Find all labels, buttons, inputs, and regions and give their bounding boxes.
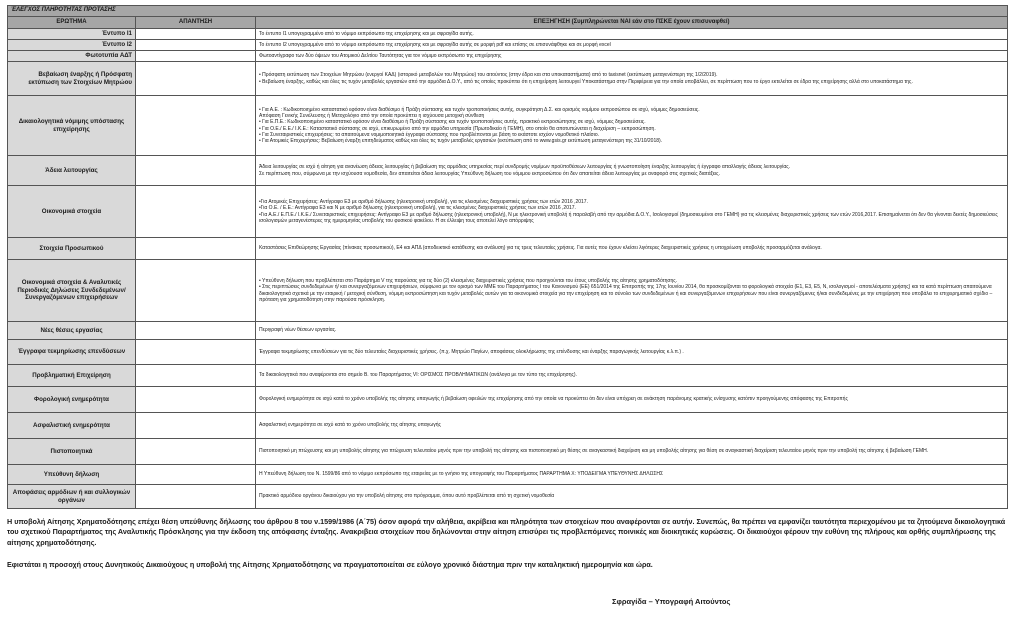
- table-row: [8, 186, 1008, 238]
- explanation-cell: [256, 260, 1008, 322]
- table-row: [8, 62, 1008, 96]
- answer-cell[interactable]: [136, 387, 256, 413]
- explanation-line: Φορολογική ενημερότητα σε ισχύ κατά το χρόνο υποβολής της αίτησης υπαγωγής ή βεβαίωση οφειλών της επιχείρησης από την οποία να προκύπτει ότι δεν είναι υπόχρεη σε ανάκτηση παράνομης κρατικής ενίσχυσης κατόπιν προηγούμενης απόφασης της Επιτροπής: [259, 396, 848, 403]
- question-cell: Έγγραφα τεκμηρίωσης επενδύσεων: [8, 340, 136, 365]
- explanation-cell: [256, 365, 1008, 387]
- explanation-line: • Βεβαίωση έναρξης, καθώς και όλες τις τυχόν μεταβολές εργασιών από την αρμόδια Δ.Ο.Υ., από τις οποίες προκύπτει ότι η επιχείρηση λειτουργεί Υποκατάστημα στην Περιφέρεια για την οποία υποβάλλει, σε περίπτωση που το έργο εκτελείται σε έδρα της επιχείρησης αλλά στο υποκατάστημα της.: [259, 78, 913, 85]
- header-answer: ΑΠΑΝΤΗΣΗ: [136, 17, 256, 29]
- table-row: [8, 51, 1008, 62]
- question-cell: Ασφαλιστική ενημερότητα: [8, 413, 136, 439]
- explanation-line: • Για Συνεταιριστικές επιχειρήσεις: τα απαιτούμενα νομιμοποιητικά έγγραφα σύστασης που προβλέπονται με βάση το εκάστοτε ισχύον νομοθετικό πλαίσιο.: [259, 131, 599, 138]
- answer-cell[interactable]: [136, 238, 256, 260]
- question-cell: Έντυπο Ι1: [8, 29, 136, 40]
- explanation-line: •Για Α.Ε./ Ε.Π.Ε./ Ι.Κ.Ε./ Συνεταιριστικές επιχειρήσεις: Αντίγραφο Ε3 με αριθμό δήλωσης (ηλεκτρονική υποβολή), Ν με ηλεκτρονική υποβολή ή παραλαβή από την αρμόδια Δ.Ο.Υ., Ισολογισμοί (δημοσιευμένοι στο ΓΕΜΗ) για τις κλεισμένες διαχειριστικές χρήσεις των ετών 2016,2017. Επισημαίνεται ότι δεν θα γίνονται δεκτές δημοσιεύσεις ισολογισμών μεταγενέστερες της ημερομηνίας υποβολής του φυσικού φακέλου. Η σε έλλειψη τους αποτελεί λόγο απόρριψης: [259, 211, 998, 224]
- explanation-line: • Για Ε.Π.Ε.: Κωδικοποιημένο καταστατικό εφόσον είναι διαθέσιμο ή Πράξη σύστασης και τυχόν τροποποιήσεις αυτής, πρακτικό εκπροσώπησης σε ισχύ, νόμιμες δημοσιεύσεις.: [259, 119, 646, 126]
- answer-cell[interactable]: [136, 62, 256, 96]
- table-row: [8, 322, 1008, 340]
- question-cell: Στοιχεία Προσωπικού: [8, 238, 136, 260]
- explanation-line: •Για Ατομικές Επιχειρήσεις: Αντίγραφο Ε3 με αριθμό δήλωσης (ηλεκτρονική υποβολή), για τις κλεισμένες διαχειριστικές χρήσεις των ετών 2016 ,2017.: [259, 199, 588, 206]
- explanation-line: • Για Ο.Ε./ Ε.Ε./ Ι.Κ.Ε.: Καταστατικό σύστασης σε ισχύ, επικυρωμένο από την αρμόδια υπηρεσία (Πρωτοδικείο ή ΓΕΜΗ), στο οποίο θα αποτυπώνεται η διαχείριση – εκπροσώπηση.: [259, 125, 656, 132]
- explanation-line: • Υπεύθυνη δήλωση που προβλέπεται στο Παράρτημα V της παρούσας για τις δύο (2) κλεισμένες διαχειριστικές χρήσεις που προηγούνται του έτους υποβολής της αίτησης χρηματοδότησης.: [259, 278, 678, 285]
- explanation-cell: [256, 29, 1008, 40]
- question-cell: Πιστοποιητικά: [8, 439, 136, 465]
- question-cell: Προβληματική Επιχείρηση: [8, 365, 136, 387]
- answer-cell[interactable]: [136, 413, 256, 439]
- explanation-cell: [256, 156, 1008, 186]
- table-row: [8, 29, 1008, 40]
- table-row: [8, 485, 1008, 509]
- question-cell: Φωτοτυπία ΑΔΤ: [8, 51, 136, 62]
- answer-cell[interactable]: [136, 365, 256, 387]
- question-cell: Φορολογική ενημερότητα: [8, 387, 136, 413]
- answer-cell[interactable]: [136, 485, 256, 509]
- table-title-row: [8, 6, 1008, 17]
- question-cell: Οικονομικά στοιχεία & Αναλυτικές Περιοδικές Δηλώσεις Συνδεδεμένων/Συνεργαζόμενων επιχειρήσεων: [8, 260, 136, 322]
- answer-cell[interactable]: [136, 29, 256, 40]
- explanation-cell: [256, 340, 1008, 365]
- table-title: ΈΛΕΓΧΟΣ ΠΛΗΡΟΤΗΤΑΣ ΠΡΟΤΑΣΗΣ: [8, 6, 1008, 17]
- explanation-line: Η Υπεύθυνη δήλωση του Ν. 1599/86 από το νόμιμο εκπρόσωπο της εταιρείας με το γνήσιο της υπογραφής του Παραρτήματος ΠΑΡΑΡΤΗΜΑ X: ΥΠΟΔΕΙΓΜΑ ΥΠΕΥΘΥΝΗΣ ΔΗΛΩΣΗΣ: [259, 471, 664, 478]
- explanation-cell: [256, 485, 1008, 509]
- question-cell: Νέες θέσεις εργασίας: [8, 322, 136, 340]
- answer-cell[interactable]: [136, 465, 256, 485]
- explanation-line: Τα δικαιολογητικά που αναφέρονται στο σημείο Β. του Παραρτήματος VI: ΟΡΙΣΜΟΣ ΠΡΟΒΛΗΜΑΤΙΚΩΝ (ανάλογα με τον τύπο της επιχείρησης).: [259, 372, 577, 379]
- explanation-line: • Για Α.Ε. : Κωδικοποιημένο καταστατικό εφόσον είναι διαθέσιμο ή Πράξη σύστασης και τυχόν τροποποιήσεις αυτής, συγκρότηση Δ.Σ. και ορισμός νομίμου εκπροσώπου σε ισχύ, νόμιμες δημοσιεύσεις.: [259, 107, 700, 114]
- answer-cell[interactable]: [136, 340, 256, 365]
- answer-cell[interactable]: [136, 156, 256, 186]
- question-cell: Άδεια λειτουργίας: [8, 156, 136, 186]
- question-cell: Οικονομικά στοιχεία: [8, 186, 136, 238]
- question-cell: Αποφάσεις αρμόδιων ή και συλλογικών οργάνων: [8, 485, 136, 509]
- explanation-line: • Πρόσφατη εκτύπωση των Στοιχείων Μητρώου (ενεργοί ΚΑΔ) (ιστορικό μεταβολών του Μητρώου) του αιτούντος (στην έδρα και στα υποκαταστήματα) από το taxisnet (εκτύπωση μεταγενέστερη της 1/2/2019).: [259, 72, 718, 79]
- answer-cell[interactable]: [136, 322, 256, 340]
- footer-paragraph-declaration: Η υποβολή Αίτησης Χρηματοδότησης επέχει θέση υπεύθυνης δήλωσης του άρθρου 8 του ν.1599/1986 (Α΄75) όσον αφορά την αλήθεια, ακρίβεια και πληρότητα των στοιχείων που αναφέρονται σε αυτήν. Συνεπώς, θα πρέπει να εμφανίζει ταυτότητα περιεχομένου με τα ζητούμενα δικαιολογητικά του σχετικού Παραρτήματος της Αναλυτικής Πρόσκλησης για την έκδοση της απόφασης ένταξης. Ανακριβεια στοιχείων που δηλώνονται στην αίτηση επισύρει τις προβλεπόμενες ποινικές και διοικητικές κυρώσεις. Οι δικαιούχοι φέρουν την ευθύνη της πλήρους και ορθής συμπλήρωσης της αίτησης χρηματοδότησης.: [7, 517, 1006, 547]
- explanation-line: Το έντυπο Ι2 υπογεγραμμένο από το νόμιμο εκπρόσωπο της επιχείρησης και με σφραγίδα αυτής σε μορφή pdf και επίσης σε επισυνάφθηκε και σε μορφή excel: [259, 41, 611, 48]
- explanation-line: Πρακτικό αρμόδιου οργάνου δικαιούχου για την υποβολή αίτησης στο πρόγραμμα, όπου αυτό προβλέπεται από τη σχετική νομοθεσία: [259, 493, 555, 500]
- table-row: [8, 40, 1008, 51]
- table-row: [8, 340, 1008, 365]
- table-row: [8, 413, 1008, 439]
- signature-label: Σφραγίδα – Υπογραφή Αιτούντος: [612, 597, 731, 606]
- explanation-line: Άδεια λειτουργίας σε ισχύ ή αίτηση για ανανέωση άδειας λειτουργίας ή βεβαίωση της αρμόδιας υπηρεσίας περί συνδρομής νομίμων προϋποθέσεων λειτουργίας ή γνωστοποίηση έναρξης λειτουργίας ή έγγραφο απαλλαγής άδειας λειτουργίας.: [259, 164, 791, 171]
- explanation-cell: [256, 238, 1008, 260]
- question-cell: Βεβαίωση έναρξης ή Πρόσφατη εκτύπωση των Στοιχείων Μητρώου: [8, 62, 136, 96]
- table-row: [8, 439, 1008, 465]
- explanation-line: Καταστάσεις Επιθεώρησης Εργασίας (πίνακας προσωπικού), Ε4 και ΑΠΔ (αποδεικτικό κατάθεσης και ανάλυση) για τις τρεις τελευταίες χρήσεις. Για αυτές που έχουν κλείσει λιγότερες διαχειριστικές χρήσεις η υποχρέωση υποβολής προσαρμόζεται ανάλογα.: [259, 245, 822, 252]
- explanation-line: •Για Ο.Ε. / Ε.Ε.: Αντίγραφα Ε3 και Ν με αριθμό δήλωσης (ηλεκτρονική υποβολή), για τις κλεισμένες διαχειριστικές χρήσεις των ετών 2016 ,2017.: [259, 205, 576, 212]
- table-row: [8, 387, 1008, 413]
- answer-cell[interactable]: [136, 40, 256, 51]
- table-body: [8, 29, 1008, 509]
- document-sheet: [7, 5, 1007, 509]
- table-row: [8, 365, 1008, 387]
- table-row: [8, 156, 1008, 186]
- table-row: [8, 260, 1008, 322]
- table-row: [8, 96, 1008, 156]
- answer-cell[interactable]: [136, 186, 256, 238]
- question-cell: Δικαιολογητικά νόμιμης υπόστασης επιχείρησης: [8, 96, 136, 156]
- table-row: [8, 238, 1008, 260]
- explanation-line: Φωτοαντίγραφο των δύο όψεων του Ατομικού Δελτίου Ταυτότητας για τον νόμιμο εκπρόσωπο της επιχείρησης: [259, 52, 502, 59]
- footer-paragraph-notice: Εφιστάται η προσοχή στους Δυνητικούς Δικαιούχους η υποβολή της Αίτησης Χρηματοδότησης να πραγματοποιείται σε εύλογο χρονικό διάστημα πριν την καταληκτική ημερομηνία και ώρα.: [7, 560, 653, 569]
- answer-cell[interactable]: [136, 51, 256, 62]
- explanation-line: • Για Ατομικές Επιχειρήσεις: Βεβαίωση έναρξη επιτηδεύματος καθώς και όλες τις τυχόν μεταβολές εργασιών (εκτύπωση από το www.gsis.gr εκτύπωση μεταγενέστερη της 31/10/2018).: [259, 137, 663, 144]
- explanation-cell: [256, 387, 1008, 413]
- explanation-line: Ασφαλιστική ενημερότητα σε ισχύ κατά το χρόνο υποβολής της αίτησης υπαγωγής: [259, 422, 441, 429]
- explanation-cell: [256, 322, 1008, 340]
- answer-cell[interactable]: [136, 260, 256, 322]
- explanation-line: Περιγραφή νέων θέσεων εργασίας.: [259, 327, 337, 334]
- explanation-line: Πιστοποιητικό μη πτώχευσης και μη υποβολής αίτησης για πτώχευση τελευταίου μηνός πριν την υποβολή της αίτησης και πιστοποιητικό μη θέσης σε αναγκαστική διαχείριση και μη υποβολής αίτησης για θέση σε αναγκαστική διαχείριση τελευταίου μηνός πριν την υποβολή της αίτησης ή βεβαίωση ΓΕΜΗ.: [259, 448, 929, 455]
- checklist-table: [7, 5, 1008, 509]
- header-question: ΕΡΩΤΗΜΑ: [8, 17, 136, 29]
- explanation-line: Σε περίπτωση που, σύμφωνα με την ισχύουσα νομοθεσία, δεν απαιτείται άδεια λειτουργίας Υπεύθυνη δήλωση του νόμιμου εκπροσώπου ότι δεν απαιτείται άδεια λειτουργίας με αναφορά στις σχετικές διατάξεις.: [259, 170, 720, 177]
- table-row: [8, 465, 1008, 485]
- answer-cell[interactable]: [136, 96, 256, 156]
- table-header-row: [8, 17, 1008, 29]
- explanation-cell: [256, 439, 1008, 465]
- explanation-cell: [256, 40, 1008, 51]
- explanation-cell: [256, 186, 1008, 238]
- question-cell: Υπεύθυνη δήλωση: [8, 465, 136, 485]
- explanation-line: Το έντυπο Ι1 υπογεγραμμένο από το νόμιμο εκπρόσωπο της επιχείρησης και με σφραγίδα αυτής.: [259, 30, 474, 37]
- explanation-cell: [256, 465, 1008, 485]
- explanation-line: Έγγραφα τεκμηρίωσης επενδύσεων για τις δύο τελευταίες διαχειριστικές χρήσεις. (π.χ. Μητρώο Παγίων, αποφάσεις ολοκλήρωσης της επένδυσης και έναρξης παραγωγικής λειτουργίας κ.λ.π.) .: [259, 348, 684, 355]
- explanation-cell: [256, 62, 1008, 96]
- completeness-check-table: [7, 5, 1007, 509]
- explanation-line: • Στις περιπτώσεις συνδεδεμένων ή/ και συνεργαζόμενων επιχειρήσεων, σύμφωνα με τον ορισμό των ΜΜΕ του Παραρτήματος Ι του Κανονισμού (ΕΕ) 651/2014 της Επιτροπής της 17ης Ιουνίου 2014, θα προσκομίζονται τα φορολογικά στοιχεία (Ε1, Ε3, Ε5, Ν, ισολογισμοί - αποτελέσματα χρήσης) και τα κατά περίπτωση απαιτούμενα δικαιολογητικά σχετικά με την εταιρική / μετοχική σύνθεση, νόμιμη εκπροσώπηση και τυχόν μεταβολές αυτών για τα οικονομικά στοιχεία για την επιχείρηση και το σύνολο των συνδεδεμένων ή και συνεργαζόμενων επιχειρήσεων που είναι συνεργαζόμενες ή/και συνδεδεμένες με την επιχείρηση που υποβάλει το επιχειρηματικό σχέδιο – πρόταση για χρηματοδότηση στην παρούσα πρόσκληση.: [259, 284, 993, 303]
- question-cell: Έντυπο Ι2: [8, 40, 136, 51]
- header-explanation: ΕΠΕΞΗΓΗΣΗ (Συμπληρώνεται ΝΑΙ εάν στο ΠΣΚΕ έχουν επισυναφθεί): [256, 17, 1008, 29]
- explanation-cell: [256, 413, 1008, 439]
- explanation-cell: [256, 51, 1008, 62]
- explanation-line: Απόφαση Γενικής Συνέλευσης ή Μετοχολόγιο από την οποία προκύπτει η ισχύουσα μετοχική σύνθεση: [259, 113, 485, 120]
- explanation-cell: [256, 96, 1008, 156]
- answer-cell[interactable]: [136, 439, 256, 465]
